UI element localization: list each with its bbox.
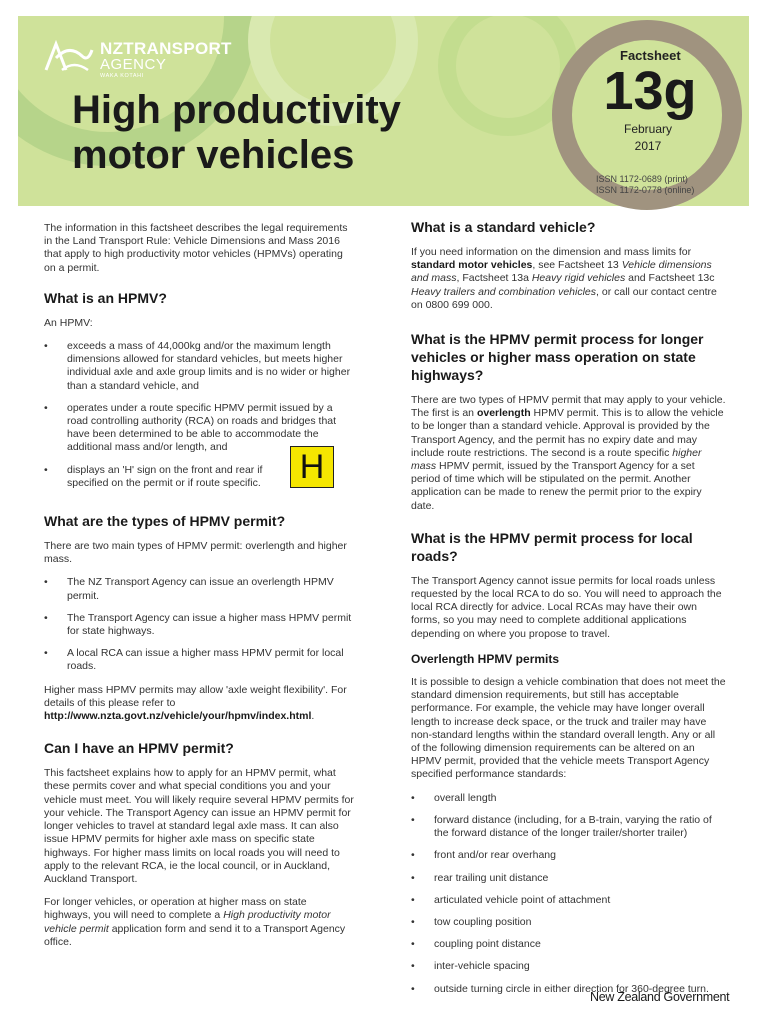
std-text-2: , see Factsheet 13 [532,259,622,272]
list-item: • articulated vehicle point of attachment [411,894,726,907]
local-paragraph: The Transport Agency cannot issue permits for local roads unless requested by the local RCA to do so. You will need to approach the local RCA directly for advice. Local RCAs may have their own forms, so you may need to complete additional applications depending on where you propose to travel. [411,574,722,640]
list-item: • coupling point distance [411,938,726,951]
list-item: • exceeds a mass of 44,000kg and/or the maximum length dimensions allowed for standard vehicles, but meets higher individual axle and axle group limits and is no wider or higher than a standard vehicle, and [44,340,356,393]
longer-text-1: For longer vehicles, or operation at higher mass on state highways, you will need to complete a [44,896,307,922]
nzta-logo [44,40,232,80]
nzta-logo-icon [44,40,94,74]
proc-text-3: HPMV permit, issued by the Transport Agency for a set period of time which will be stipulated on the permit. Another application can be made to renew the permit prior to the expiry date. [411,460,702,512]
list-item: • overall length [411,792,726,805]
factsheet-month: February [623,122,673,136]
list-item: • The NZ Transport Agency can issue an overlength HPMV permit. [44,576,356,602]
std-bold: standard motor vehicles [411,259,533,272]
std-text-4: and Factsheet 13c [625,272,715,285]
std-text-3: , Factsheet 13a [456,272,532,285]
process-paragraph [411,394,726,513]
factsheet-number: 13g [603,61,697,121]
right-column [411,218,726,1006]
list-item: • The Transport Agency can issue a higher mass HPMV permit for state highways. [44,612,356,638]
list-item: • inter-vehicle spacing [411,960,726,973]
heading-overlength: Overlength HPMV permits [411,651,560,666]
axle-text: Higher mass HPMV permits may allow 'axle weight flexibility'. For details of this please refer to [44,683,347,709]
std-text-5: , or call our contact centre on 0800 699 000. [411,285,717,311]
list-item: • displays an 'H' sign on the front and rear if specified on the permit or if route specific. [44,464,356,490]
overlength-paragraph: It is possible to design a vehicle combination that does not meet the standard dimension requirements, but still has acceptable performance. For example, the vehicle may have longer overall length to increase deck space, or the truck and trailer may have non-standard lengths within the standard overall length. Any or all of the following dimension requirements can be altered on an HPMV permit, provided that the vehicle meets Transport Agency specified performance standards: [411,676,726,781]
intro-paragraph: The information in this factsheet describes the legal requirements in the Land Transport Rule: Vehicle Dimensions and Mass 2016 that apply to high productivity motor vehicles (HPMVs) operating on a permit. [44,222,348,274]
longer-text-2: application form and send it to a Transport Agency office. [44,922,346,948]
list-item: • front and/or rear overhang [411,849,726,862]
title-line1: High productivity [72,88,401,132]
list-item: • A local RCA can issue a higher mass HPMV permit for local roads. [44,647,356,673]
factsheet-date [610,121,686,155]
logo-line1: NZTRANSPORT [100,39,232,58]
page-title [72,88,401,178]
issn-online: ISSN 1172-0778 (online) [596,185,695,195]
h-sign-icon: H [290,446,334,488]
heading-can-i-have: Can I have an HPMV permit? [44,740,234,757]
axle-flexibility-paragraph [44,684,356,724]
types-intro: There are two main types of HPMV permit: overlength and higher mass. [44,540,347,566]
logo-line2: AGENCY [100,56,167,73]
issn-block [596,174,694,196]
std-em-2: Heavy rigid vehicles [531,272,626,285]
left-column [44,222,356,959]
proc-text-2: HPMV permit. This is to allow the vehicle to be longer than a standard vehicle. Approval is provided by the Transport Agency, and the permit has no expiry date and may include route restrictions. The second is a route specific [411,407,724,459]
heading-standard-vehicle: What is a standard vehicle? [411,219,596,235]
list-item: • outside turning circle in either direction for 360-degree turn. [411,983,726,996]
standard-paragraph [411,246,726,312]
longer-vehicles-paragraph [44,896,356,949]
factsheet-label: Factsheet [620,48,681,63]
dimension-requirements-list [411,792,726,996]
list-item: • forward distance (including, for a B-train, varying the ratio of the forward distance of the longer trailer/shorter trailer) [411,814,726,840]
list-item: • operates under a route specific HPMV permit issued by a road controlling authority (RCA) on roads and bridges that have been determined to be able to accommodate the additional mass and/or length, and [44,402,356,455]
hpmv-link[interactable]: http://www.nzta.govt.nz/vehicle/your/hpmv/index.html [44,710,312,723]
std-em-1: Vehicle dimensions and mass [411,259,712,285]
list-item: • tow coupling position [411,916,726,929]
nz-government-logo: New Zealand Government [590,990,730,1004]
permit-types-list [44,576,356,673]
heading-what-is-hpmv: What is an HPMV? [44,289,167,306]
std-text-1: If you need information on the dimension and mass limits for [411,246,692,258]
proc-bold: overlength [476,407,531,420]
heading-process-local-roads: What is the HPMV permit process for local roads? [411,529,693,564]
title-line2: motor vehicles [72,132,355,177]
an-hpmv-label: An HPMV: [44,316,93,329]
heading-process-state-highways: What is the HPMV permit process for longer vehicles or higher mass operation on state highways? [411,331,704,384]
heading-permit-types: What are the types of HPMV permit? [44,513,286,530]
axle-end: . [311,710,315,723]
proc-em: higher mass [411,446,702,473]
std-em-3: Heavy trailers and combination vehicles [411,285,597,298]
proc-text-1: There are two types of HPMV permit that may apply to your vehicle. The first is an [411,394,726,420]
list-item: • rear trailing unit distance [411,872,726,885]
form-name: High productivity motor vehicle permit [44,909,331,935]
can-paragraph: This factsheet explains how to apply for an HPMV permit, what these permits cover and what special conditions you and your vehicle must meet. You will likely require several HPMV permits for your vehicle. The Transport Agency can issue an HPMV permit for longer vehicles to travel at standard legal axle mass. It can also issue HPMV permits for higher axle mass on specific state highways. For higher mass limits on local roads you will need to apply to the relevant RCA, ie the local council, or in Auckland, Auckland Transport. [44,767,354,885]
logo-line3: WAKA KOTAHI [100,73,144,79]
factsheet-year: 2017 [634,139,662,153]
issn-print: ISSN 1172-0689 (print) [596,174,688,184]
